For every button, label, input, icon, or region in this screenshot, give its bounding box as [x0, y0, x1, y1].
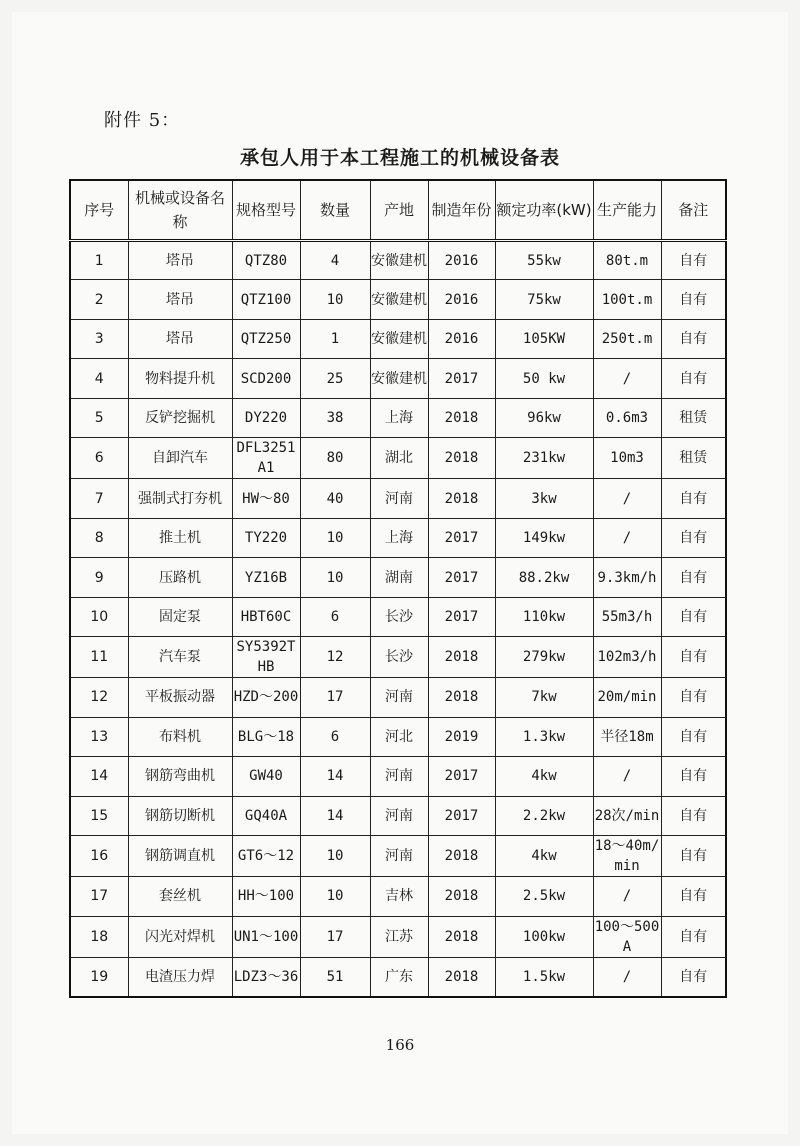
- cell-no: 7: [70, 479, 128, 518]
- cell-origin: 河南: [370, 678, 428, 717]
- cell-qty: 6: [300, 717, 370, 756]
- header-no: 序号: [70, 180, 128, 241]
- cell-qty: 40: [300, 479, 370, 518]
- cell-origin: 长沙: [370, 597, 428, 636]
- cell-year: 2018: [428, 678, 495, 717]
- cell-capacity: 28次/min: [593, 796, 661, 835]
- cell-capacity: 9.3km/h: [593, 558, 661, 597]
- table-row: [70, 558, 726, 597]
- cell-no: 3: [70, 319, 128, 358]
- cell-year: 2016: [428, 280, 495, 319]
- cell-year: 2017: [428, 796, 495, 835]
- cell-power: 279kw: [495, 637, 593, 678]
- cell-model: BLG～18: [232, 717, 300, 756]
- cell-remark: 自有: [661, 957, 726, 996]
- table-row: [70, 637, 726, 678]
- table-row: [70, 836, 726, 877]
- cell-year: 2018: [428, 877, 495, 916]
- cell-remark: 自有: [661, 597, 726, 636]
- cell-no: 16: [70, 836, 128, 877]
- cell-origin: 广东: [370, 957, 428, 996]
- table-row: [70, 319, 726, 358]
- cell-no: 1: [70, 241, 128, 280]
- cell-capacity: /: [593, 518, 661, 557]
- cell-no: 6: [70, 438, 128, 479]
- cell-model: LDZ3～36: [232, 957, 300, 996]
- cell-origin: 河南: [370, 757, 428, 796]
- cell-capacity: 10m3: [593, 438, 661, 479]
- cell-origin: 湖北: [370, 438, 428, 479]
- cell-power: 96kw: [495, 398, 593, 437]
- cell-no: 2: [70, 280, 128, 319]
- cell-model: HH～100: [232, 877, 300, 916]
- cell-name: 自卸汽车: [128, 438, 232, 479]
- cell-power: 100kw: [495, 916, 593, 957]
- cell-year: 2017: [428, 558, 495, 597]
- cell-year: 2016: [428, 319, 495, 358]
- cell-remark: 自有: [661, 558, 726, 597]
- cell-power: 50 kw: [495, 359, 593, 398]
- cell-remark: 自有: [661, 280, 726, 319]
- header-power: 额定功率(kW): [495, 180, 593, 241]
- table-row: [70, 359, 726, 398]
- cell-origin: 河南: [370, 836, 428, 877]
- cell-name: 平板振动器: [128, 678, 232, 717]
- cell-qty: 10: [300, 836, 370, 877]
- cell-qty: 10: [300, 280, 370, 319]
- cell-capacity: /: [593, 479, 661, 518]
- cell-remark: 自有: [661, 359, 726, 398]
- cell-model: SY5392THB: [232, 637, 300, 678]
- cell-model: YZ16B: [232, 558, 300, 597]
- cell-qty: 6: [300, 597, 370, 636]
- cell-qty: 17: [300, 916, 370, 957]
- header-remark: 备注: [661, 180, 726, 241]
- cell-origin: 长沙: [370, 637, 428, 678]
- cell-model: GT6～12: [232, 836, 300, 877]
- table-row: [70, 518, 726, 557]
- cell-remark: 自有: [661, 518, 726, 557]
- cell-power: 110kw: [495, 597, 593, 636]
- cell-year: 2018: [428, 438, 495, 479]
- cell-no: 5: [70, 398, 128, 437]
- cell-capacity: 0.6m3: [593, 398, 661, 437]
- cell-origin: 安徽建机: [370, 241, 428, 280]
- cell-remark: 租赁: [661, 398, 726, 437]
- cell-qty: 12: [300, 637, 370, 678]
- cell-power: 2.2kw: [495, 796, 593, 835]
- cell-model: QTZ250: [232, 319, 300, 358]
- equipment-table: [69, 179, 727, 998]
- cell-power: 4kw: [495, 757, 593, 796]
- cell-model: GQ40A: [232, 796, 300, 835]
- cell-year: 2017: [428, 597, 495, 636]
- cell-name: 塔吊: [128, 280, 232, 319]
- cell-year: 2017: [428, 518, 495, 557]
- cell-qty: 17: [300, 678, 370, 717]
- cell-remark: 自有: [661, 479, 726, 518]
- table-row: [70, 916, 726, 957]
- cell-model: TY220: [232, 518, 300, 557]
- header-qty: 数量: [300, 180, 370, 241]
- cell-origin: 上海: [370, 398, 428, 437]
- cell-name: 反铲挖掘机: [128, 398, 232, 437]
- table-body: [70, 241, 726, 997]
- cell-no: 13: [70, 717, 128, 756]
- cell-name: 塔吊: [128, 319, 232, 358]
- cell-remark: 自有: [661, 319, 726, 358]
- cell-year: 2018: [428, 398, 495, 437]
- cell-model: QTZ80: [232, 241, 300, 280]
- cell-qty: 25: [300, 359, 370, 398]
- cell-power: 7kw: [495, 678, 593, 717]
- table-row: [70, 877, 726, 916]
- header-capacity: 生产能力: [593, 180, 661, 241]
- cell-year: 2018: [428, 916, 495, 957]
- table-row: [70, 957, 726, 996]
- cell-year: 2019: [428, 717, 495, 756]
- cell-qty: 10: [300, 518, 370, 557]
- cell-origin: 安徽建机: [370, 280, 428, 319]
- cell-no: 10: [70, 597, 128, 636]
- cell-model: HW～80: [232, 479, 300, 518]
- table-row: [70, 678, 726, 717]
- cell-qty: 51: [300, 957, 370, 996]
- cell-capacity: /: [593, 359, 661, 398]
- cell-remark: 自有: [661, 916, 726, 957]
- cell-remark: 租赁: [661, 438, 726, 479]
- table-row: [70, 241, 726, 280]
- table-row: [70, 757, 726, 796]
- cell-model: DFL3251A1: [232, 438, 300, 479]
- cell-no: 9: [70, 558, 128, 597]
- cell-origin: 湖南: [370, 558, 428, 597]
- cell-year: 2017: [428, 757, 495, 796]
- cell-origin: 吉林: [370, 877, 428, 916]
- table-row: [70, 280, 726, 319]
- cell-remark: 自有: [661, 836, 726, 877]
- cell-no: 18: [70, 916, 128, 957]
- cell-remark: 自有: [661, 877, 726, 916]
- cell-remark: 自有: [661, 757, 726, 796]
- cell-model: HBT60C: [232, 597, 300, 636]
- cell-capacity: /: [593, 877, 661, 916]
- cell-power: 3kw: [495, 479, 593, 518]
- page-number: 166: [385, 1036, 415, 1054]
- cell-no: 4: [70, 359, 128, 398]
- cell-remark: 自有: [661, 678, 726, 717]
- cell-year: 2018: [428, 957, 495, 996]
- table-row: [70, 479, 726, 518]
- cell-name: 电渣压力焊: [128, 957, 232, 996]
- header-row: [70, 180, 726, 241]
- cell-no: 15: [70, 796, 128, 835]
- table-row: [70, 597, 726, 636]
- cell-capacity: 55m3/h: [593, 597, 661, 636]
- table-row: [70, 398, 726, 437]
- cell-capacity: /: [593, 757, 661, 796]
- cell-capacity: 100～500A: [593, 916, 661, 957]
- cell-name: 物料提升机: [128, 359, 232, 398]
- cell-origin: 江苏: [370, 916, 428, 957]
- cell-power: 4kw: [495, 836, 593, 877]
- cell-capacity: 18～40m/min: [593, 836, 661, 877]
- header-model: 规格型号: [232, 180, 300, 241]
- attachment-label: 附件 5：: [104, 110, 181, 131]
- cell-qty: 10: [300, 877, 370, 916]
- cell-remark: 自有: [661, 796, 726, 835]
- cell-name: 推土机: [128, 518, 232, 557]
- table-title: 承包人用于本工程施工的机械设备表: [239, 147, 560, 169]
- cell-no: 17: [70, 877, 128, 916]
- cell-name: 固定泵: [128, 597, 232, 636]
- cell-qty: 38: [300, 398, 370, 437]
- cell-model: DY220: [232, 398, 300, 437]
- cell-name: 塔吊: [128, 241, 232, 280]
- cell-model: QTZ100: [232, 280, 300, 319]
- cell-power: 55kw: [495, 241, 593, 280]
- cell-origin: 安徽建机: [370, 359, 428, 398]
- cell-capacity: 20m/min: [593, 678, 661, 717]
- cell-power: 1.3kw: [495, 717, 593, 756]
- cell-year: 2018: [428, 479, 495, 518]
- cell-qty: 80: [300, 438, 370, 479]
- cell-origin: 河南: [370, 796, 428, 835]
- cell-no: 14: [70, 757, 128, 796]
- cell-power: 105KW: [495, 319, 593, 358]
- cell-no: 8: [70, 518, 128, 557]
- cell-year: 2016: [428, 241, 495, 280]
- cell-name: 钢筋调直机: [128, 836, 232, 877]
- cell-model: SCD200: [232, 359, 300, 398]
- cell-name: 闪光对焊机: [128, 916, 232, 957]
- cell-capacity: 250t.m: [593, 319, 661, 358]
- cell-name: 钢筋弯曲机: [128, 757, 232, 796]
- cell-remark: 自有: [661, 241, 726, 280]
- cell-power: 231kw: [495, 438, 593, 479]
- cell-model: HZD～200: [232, 678, 300, 717]
- table-row: [70, 438, 726, 479]
- cell-model: UN1～100: [232, 916, 300, 957]
- cell-capacity: 80t.m: [593, 241, 661, 280]
- cell-qty: 10: [300, 558, 370, 597]
- cell-no: 12: [70, 678, 128, 717]
- cell-name: 布料机: [128, 717, 232, 756]
- cell-year: 2018: [428, 637, 495, 678]
- cell-capacity: 半径18m: [593, 717, 661, 756]
- cell-qty: 14: [300, 757, 370, 796]
- cell-capacity: 102m3/h: [593, 637, 661, 678]
- cell-model: GW40: [232, 757, 300, 796]
- cell-name: 压路机: [128, 558, 232, 597]
- cell-year: 2017: [428, 359, 495, 398]
- header-name: 机械或设备名称: [128, 180, 232, 241]
- header-origin: 产地: [370, 180, 428, 241]
- cell-qty: 4: [300, 241, 370, 280]
- cell-remark: 自有: [661, 717, 726, 756]
- cell-capacity: /: [593, 957, 661, 996]
- cell-name: 钢筋切断机: [128, 796, 232, 835]
- cell-remark: 自有: [661, 637, 726, 678]
- cell-power: 75kw: [495, 280, 593, 319]
- cell-year: 2018: [428, 836, 495, 877]
- cell-no: 11: [70, 637, 128, 678]
- cell-power: 88.2kw: [495, 558, 593, 597]
- cell-name: 套丝机: [128, 877, 232, 916]
- header-year: 制造年份: [428, 180, 495, 241]
- cell-qty: 14: [300, 796, 370, 835]
- cell-capacity: 100t.m: [593, 280, 661, 319]
- cell-power: 149kw: [495, 518, 593, 557]
- cell-power: 1.5kw: [495, 957, 593, 996]
- table-row: [70, 796, 726, 835]
- cell-origin: 安徽建机: [370, 319, 428, 358]
- cell-qty: 1: [300, 319, 370, 358]
- cell-origin: 河南: [370, 479, 428, 518]
- cell-no: 19: [70, 957, 128, 996]
- cell-name: 强制式打夯机: [128, 479, 232, 518]
- cell-name: 汽车泵: [128, 637, 232, 678]
- cell-origin: 河北: [370, 717, 428, 756]
- table-row: [70, 717, 726, 756]
- cell-power: 2.5kw: [495, 877, 593, 916]
- cell-origin: 上海: [370, 518, 428, 557]
